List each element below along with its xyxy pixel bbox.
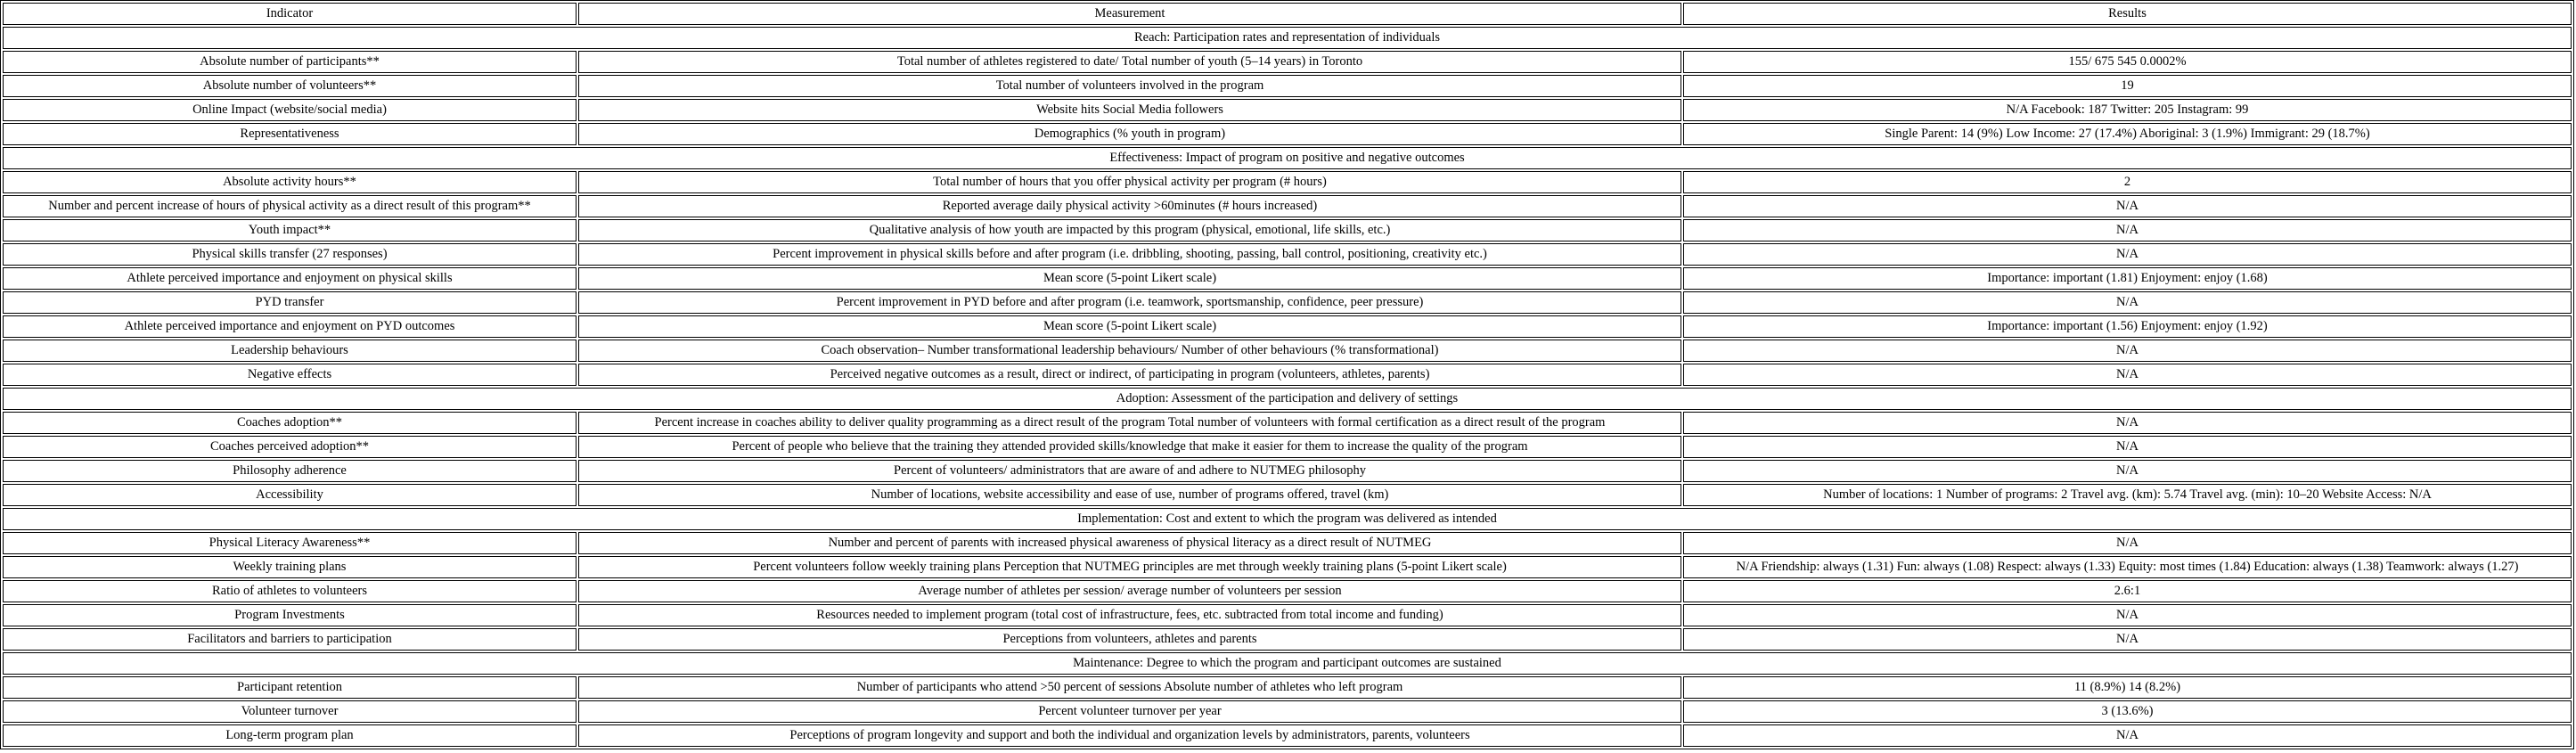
indicator-cell: Weekly training plans <box>3 556 577 578</box>
section-row <box>3 508 2572 530</box>
results-cell: 19 <box>1683 75 2572 97</box>
measurement-cell: Percent improvement in PYD before and after program (i.e. teamwork, sportsmanship, confidence, peer pressure) <box>578 291 1681 314</box>
results-cell: N/A Friendship: always (1.31) Fun: always (1.08) Respect: always (1.33) Equity: most times (1.84) Education: always (1.38) Teamwork: always (1.27) <box>1683 556 2572 578</box>
measurement-cell: Demographics (% youth in program) <box>578 123 1681 145</box>
indicator-cell: Volunteer turnover <box>3 700 577 723</box>
header-row <box>3 3 2572 25</box>
table-row <box>3 195 2572 217</box>
table-row <box>3 291 2572 314</box>
table-row <box>3 700 2572 723</box>
measurement-cell: Total number of volunteers involved in the program <box>578 75 1681 97</box>
indicator-cell: Philosophy adherence <box>3 460 577 482</box>
section-title: Adoption: Assessment of the participation and delivery of settings <box>3 388 2572 410</box>
indicator-cell: Facilitators and barriers to participation <box>3 628 577 651</box>
indicator-cell: Accessibility <box>3 484 577 506</box>
indicator-cell: Absolute number of volunteers** <box>3 75 577 97</box>
results-cell: N/A <box>1683 724 2572 747</box>
results-cell: 2.6:1 <box>1683 580 2572 602</box>
results-cell: N/A Facebook: 187 Twitter: 205 Instagram: 99 <box>1683 99 2572 121</box>
results-cell: 11 (8.9%) 14 (8.2%) <box>1683 676 2572 699</box>
table-row <box>3 412 2572 434</box>
results-cell: N/A <box>1683 412 2572 434</box>
table-row <box>3 99 2572 121</box>
table-row <box>3 580 2572 602</box>
measurement-cell: Mean score (5-point Likert scale) <box>578 315 1681 338</box>
table-row <box>3 676 2572 699</box>
section-row <box>3 147 2572 169</box>
measurement-cell: Percent of people who believe that the training they attended provided skills/knowledge that make it easier for them to increase the quality of the program <box>578 436 1681 458</box>
measurement-cell: Percent of volunteers/ administrators that are aware of and adhere to NUTMEG philosophy <box>578 460 1681 482</box>
results-cell: N/A <box>1683 436 2572 458</box>
indicator-cell: PYD transfer <box>3 291 577 314</box>
table-row <box>3 75 2572 97</box>
indicator-cell: Coaches perceived adoption** <box>3 436 577 458</box>
measurement-cell: Percent improvement in physical skills before and after program (i.e. dribbling, shooting, passing, ball control, positioning, creativity etc.) <box>578 243 1681 266</box>
indicator-cell: Long-term program plan <box>3 724 577 747</box>
measurement-cell: Total number of athletes registered to date/ Total number of youth (5–14 years) in Toronto <box>578 51 1681 73</box>
section-title: Effectiveness: Impact of program on positive and negative outcomes <box>3 147 2572 169</box>
indicator-cell: Participant retention <box>3 676 577 699</box>
section-row <box>3 652 2572 675</box>
results-cell: Importance: important (1.81) Enjoyment: enjoy (1.68) <box>1683 267 2572 290</box>
results-cell: N/A <box>1683 195 2572 217</box>
indicator-cell: Ratio of athletes to volunteers <box>3 580 577 602</box>
results-cell: N/A <box>1683 460 2572 482</box>
table-row <box>3 364 2572 386</box>
col-header-measurement: Measurement <box>578 3 1681 25</box>
indicator-cell: Youth impact** <box>3 219 577 241</box>
section-title: Maintenance: Degree to which the program and participant outcomes are sustained <box>3 652 2572 675</box>
results-cell: N/A <box>1683 628 2572 651</box>
section-row <box>3 388 2572 410</box>
measurement-cell: Percent volunteer turnover per year <box>578 700 1681 723</box>
measurement-cell: Reported average daily physical activity >60minutes (# hours increased) <box>578 195 1681 217</box>
col-header-indicator: Indicator <box>3 3 577 25</box>
table-row <box>3 51 2572 73</box>
indicator-cell: Negative effects <box>3 364 577 386</box>
table-row <box>3 556 2572 578</box>
table-row <box>3 604 2572 626</box>
results-cell: N/A <box>1683 243 2572 266</box>
indicator-cell: Online Impact (website/social media) <box>3 99 577 121</box>
results-cell: 155/ 675 545 0.0002% <box>1683 51 2572 73</box>
measurement-cell: Total number of hours that you offer physical activity per program (# hours) <box>578 171 1681 193</box>
section-title: Reach: Participation rates and representation of individuals <box>3 27 2572 49</box>
results-cell: Importance: important (1.56) Enjoyment: enjoy (1.92) <box>1683 315 2572 338</box>
indicator-cell: Coaches adoption** <box>3 412 577 434</box>
results-cell: 2 <box>1683 171 2572 193</box>
measurement-cell: Coach observation– Number transformational leadership behaviours/ Number of other behaviours (% transformational) <box>578 340 1681 362</box>
measurement-cell: Percent volunteers follow weekly training plans Perception that NUTMEG principles are met through weekly training plans (5-point Likert scale) <box>578 556 1681 578</box>
table-row <box>3 460 2572 482</box>
results-cell: N/A <box>1683 291 2572 314</box>
results-cell: N/A <box>1683 364 2572 386</box>
results-cell: Number of locations: 1 Number of programs: 2 Travel avg. (km): 5.74 Travel avg. (min): 10–20 Website Access: N/A <box>1683 484 2572 506</box>
measurement-cell: Qualitative analysis of how youth are impacted by this program (physical, emotional, life skills, etc.) <box>578 219 1681 241</box>
indicator-cell: Leadership behaviours <box>3 340 577 362</box>
measurement-cell: Percent increase in coaches ability to deliver quality programming as a direct result of the program Total number of volunteers with formal certification as a direct result of the program <box>578 412 1681 434</box>
table-row <box>3 436 2572 458</box>
section-row <box>3 27 2572 49</box>
indicator-cell: Representativeness <box>3 123 577 145</box>
indicator-cell: Absolute activity hours** <box>3 171 577 193</box>
indicator-cell: Absolute number of participants** <box>3 51 577 73</box>
results-cell: N/A <box>1683 532 2572 554</box>
measurement-cell: Number of locations, website accessibility and ease of use, number of programs offered, travel (km) <box>578 484 1681 506</box>
indicator-cell: Physical skills transfer (27 responses) <box>3 243 577 266</box>
table-row <box>3 315 2572 338</box>
measurement-cell: Resources needed to implement program (total cost of infrastructure, fees, etc. subtracted from total income and funding) <box>578 604 1681 626</box>
table-row <box>3 123 2572 145</box>
results-cell: Single Parent: 14 (9%) Low Income: 27 (17.4%) Aboriginal: 3 (1.9%) Immigrant: 29 (18.7%) <box>1683 123 2572 145</box>
measurement-cell: Perceived negative outcomes as a result, direct or indirect, of participating in program (volunteers, athletes, parents) <box>578 364 1681 386</box>
table-row <box>3 340 2572 362</box>
table-body <box>3 27 2572 747</box>
results-cell: 3 (13.6%) <box>1683 700 2572 723</box>
measurement-cell: Number and percent of parents with increased physical awareness of physical literacy as a direct result of NUTMEG <box>578 532 1681 554</box>
table-row <box>3 267 2572 290</box>
indicator-cell: Program Investments <box>3 604 577 626</box>
results-cell: N/A <box>1683 604 2572 626</box>
measurement-cell: Website hits Social Media followers <box>578 99 1681 121</box>
table-row <box>3 628 2572 651</box>
table-row <box>3 219 2572 241</box>
table-row <box>3 171 2572 193</box>
measurement-cell: Perceptions from volunteers, athletes and parents <box>578 628 1681 651</box>
measurement-cell: Number of participants who attend >50 percent of sessions Absolute number of athletes who left program <box>578 676 1681 699</box>
indicator-cell: Physical Literacy Awareness** <box>3 532 577 554</box>
indicator-cell: Athlete perceived importance and enjoyment on PYD outcomes <box>3 315 577 338</box>
measurement-cell: Perceptions of program longevity and support and both the individual and organization levels by administrators, parents, volunteers <box>578 724 1681 747</box>
results-cell: N/A <box>1683 340 2572 362</box>
indicator-cell: Athlete perceived importance and enjoyment on physical skills <box>3 267 577 290</box>
indicator-cell: Number and percent increase of hours of physical activity as a direct result of this program** <box>3 195 577 217</box>
table-row <box>3 724 2572 747</box>
results-cell: N/A <box>1683 219 2572 241</box>
table-row <box>3 484 2572 506</box>
measurement-cell: Mean score (5-point Likert scale) <box>578 267 1681 290</box>
col-header-results: Results <box>1683 3 2572 25</box>
measurement-cell: Average number of athletes per session/ average number of volunteers per session <box>578 580 1681 602</box>
table-row <box>3 243 2572 266</box>
section-title: Implementation: Cost and extent to which the program was delivered as intended <box>3 508 2572 530</box>
table-row <box>3 532 2572 554</box>
